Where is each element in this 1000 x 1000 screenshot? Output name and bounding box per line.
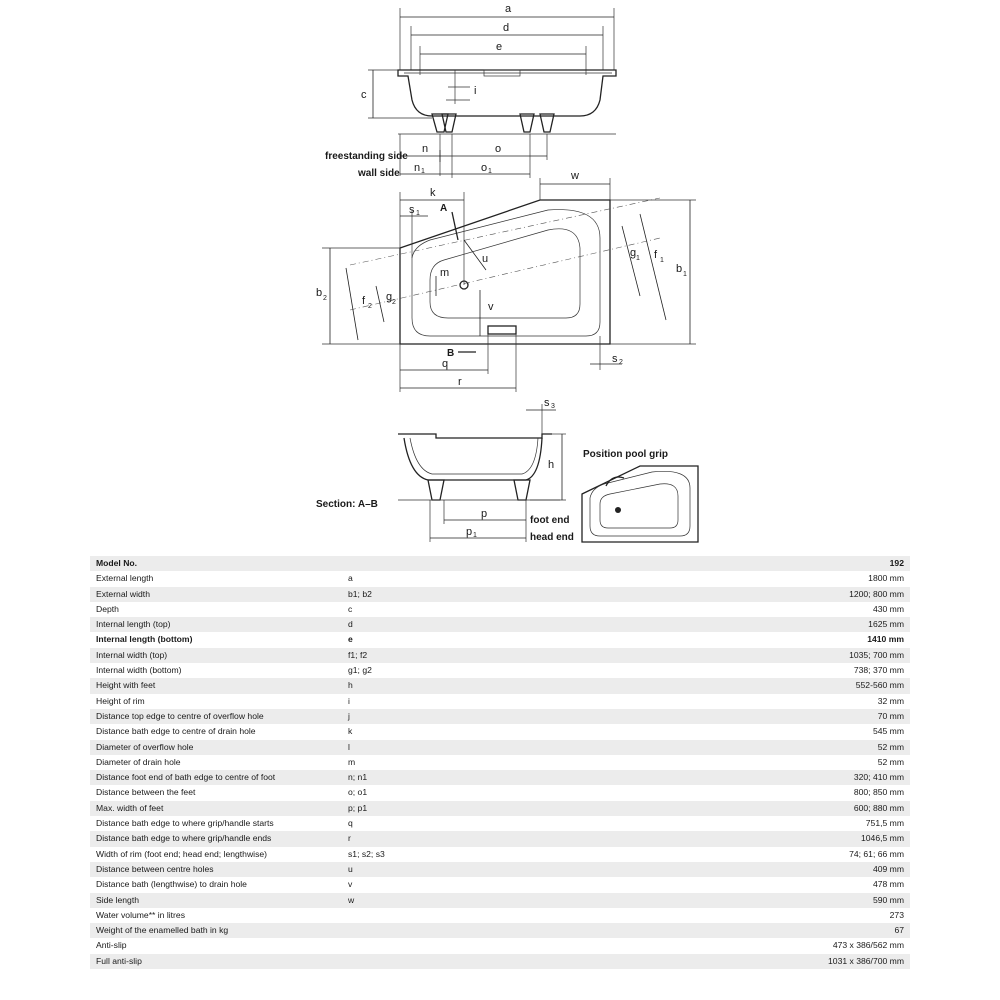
row-code	[342, 954, 654, 969]
row-label: Distance between the feet	[90, 785, 342, 800]
svg-text:1: 1	[473, 532, 477, 539]
table-row	[90, 831, 910, 846]
row-value: 1410 mm	[654, 632, 910, 647]
table-row	[90, 602, 910, 617]
row-code	[342, 556, 654, 571]
row-label: Internal width (bottom)	[90, 663, 342, 678]
row-value: 1200; 800 mm	[654, 587, 910, 602]
row-code: q	[342, 816, 654, 831]
row-label: Side length	[90, 893, 342, 908]
label-s1: s	[409, 204, 415, 216]
table-row	[90, 785, 910, 800]
row-value: 473 x 386/562 mm	[654, 938, 910, 953]
table-row	[90, 954, 910, 969]
row-label: Depth	[90, 602, 342, 617]
table-row	[90, 877, 910, 892]
label-q: q	[442, 358, 449, 370]
pool-grip-diagram	[582, 449, 698, 542]
svg-text:2: 2	[392, 299, 396, 306]
row-label: Distance top edge to centre of overflow hole	[90, 709, 342, 724]
spec-table	[90, 556, 910, 969]
row-code	[342, 923, 654, 938]
label-o: o	[495, 143, 502, 155]
row-value: 738; 370 mm	[654, 663, 910, 678]
row-code	[342, 908, 654, 923]
row-value: 478 mm	[654, 877, 910, 892]
label-c: c	[361, 89, 367, 101]
row-code: s1; s2; s3	[342, 847, 654, 862]
row-label: Width of rim (foot end; head end; lengthwise)	[90, 847, 342, 862]
svg-text:3: 3	[551, 403, 555, 410]
row-label: Height of rim	[90, 694, 342, 709]
label-m: m	[440, 267, 450, 279]
table-row	[90, 648, 910, 663]
row-code: o; o1	[342, 785, 654, 800]
row-value: 192	[654, 556, 910, 571]
row-value: 430 mm	[654, 602, 910, 617]
row-value: 32 mm	[654, 694, 910, 709]
label-b1: b	[676, 263, 683, 275]
row-code: f1; f2	[342, 648, 654, 663]
pool-grip-caption: Position pool grip	[583, 449, 668, 460]
label-u: u	[482, 253, 489, 265]
svg-text:2: 2	[368, 303, 372, 310]
row-label: Max. width of feet	[90, 801, 342, 816]
svg-text:1: 1	[488, 168, 492, 175]
table-row	[90, 938, 910, 953]
label-n1: n	[414, 162, 421, 174]
row-label: Weight of the enamelled bath in kg	[90, 923, 342, 938]
row-value: 800; 850 mm	[654, 785, 910, 800]
row-code: c	[342, 602, 654, 617]
row-code: k	[342, 724, 654, 739]
table-row	[90, 923, 910, 938]
row-value: 67	[654, 923, 910, 938]
row-code: n; n1	[342, 770, 654, 785]
row-code: d	[342, 617, 654, 632]
row-label: Height with feet	[90, 678, 342, 693]
table-row	[90, 816, 910, 831]
table-row	[90, 632, 910, 647]
row-label: External length	[90, 571, 342, 586]
row-label: Internal length (bottom)	[90, 632, 342, 647]
row-code: l	[342, 740, 654, 755]
row-value: 552-560 mm	[654, 678, 910, 693]
row-value: 1031 x 386/700 mm	[654, 954, 910, 969]
label-d: d	[503, 22, 510, 34]
table-row	[90, 770, 910, 785]
row-code: v	[342, 877, 654, 892]
svg-text:2: 2	[619, 359, 623, 366]
row-value: 1800 mm	[654, 571, 910, 586]
row-label: Distance bath edge to centre of drain hole	[90, 724, 342, 739]
label-b2: b	[316, 287, 323, 299]
svg-text:1: 1	[636, 255, 640, 262]
label-h: h	[548, 459, 555, 471]
svg-text:1: 1	[660, 257, 664, 264]
row-label: Diameter of overflow hole	[90, 740, 342, 755]
table-row	[90, 663, 910, 678]
label-i: i	[474, 85, 477, 97]
label-r: r	[458, 376, 462, 388]
row-code: g1; g2	[342, 663, 654, 678]
row-label: Internal length (top)	[90, 617, 342, 632]
row-label: External width	[90, 587, 342, 602]
row-label: Full anti-slip	[90, 954, 342, 969]
table-row	[90, 801, 910, 816]
label-f2: f	[362, 295, 366, 307]
row-code: w	[342, 893, 654, 908]
row-value: 70 mm	[654, 709, 910, 724]
label-f1: f	[654, 249, 658, 261]
table-header-row	[90, 556, 910, 571]
table-row	[90, 893, 910, 908]
row-value: 320; 410 mm	[654, 770, 910, 785]
label-e: e	[496, 41, 503, 53]
table-row	[90, 740, 910, 755]
svg-text:2: 2	[323, 295, 327, 302]
label-v: v	[488, 301, 494, 313]
row-label: Distance between centre holes	[90, 862, 342, 877]
row-label: Distance bath edge to where grip/handle starts	[90, 816, 342, 831]
label-p1: p	[466, 526, 473, 538]
row-label: Model No.	[90, 556, 342, 571]
label-k: k	[430, 187, 436, 199]
row-code: e	[342, 632, 654, 647]
row-code: j	[342, 709, 654, 724]
row-code: r	[342, 831, 654, 846]
row-value: 1625 mm	[654, 617, 910, 632]
table-row	[90, 678, 910, 693]
table-row	[90, 862, 910, 877]
label-s3: s	[544, 397, 550, 409]
row-label: Water volume** in litres	[90, 908, 342, 923]
label-B: B	[447, 348, 455, 359]
svg-text:1: 1	[416, 210, 420, 217]
label-n: n	[422, 143, 429, 155]
label-w: w	[571, 170, 579, 182]
label-s2: s	[612, 353, 618, 365]
row-code: u	[342, 862, 654, 877]
row-label: Distance bath (lengthwise) to drain hole	[90, 877, 342, 892]
row-code: p; p1	[342, 801, 654, 816]
side-elevation	[325, 3, 616, 179]
table-row	[90, 908, 910, 923]
label-o1: o	[481, 162, 488, 174]
row-label: Distance bath edge to where grip/handle ends	[90, 831, 342, 846]
row-label: Anti-slip	[90, 938, 342, 953]
row-value: 52 mm	[654, 755, 910, 770]
table-row	[90, 694, 910, 709]
table-row	[90, 617, 910, 632]
row-code: a	[342, 571, 654, 586]
wall-side-caption: wall side	[358, 168, 400, 179]
section-caption: Section: A–B	[316, 499, 378, 510]
row-value: 409 mm	[654, 862, 910, 877]
row-value: 590 mm	[654, 893, 910, 908]
row-value: 273	[654, 908, 910, 923]
row-label: Internal width (top)	[90, 648, 342, 663]
table-row	[90, 709, 910, 724]
row-value: 751,5 mm	[654, 816, 910, 831]
row-code: b1; b2	[342, 587, 654, 602]
label-g2: g	[386, 291, 393, 303]
table-row	[90, 847, 910, 862]
row-code	[342, 938, 654, 953]
row-value: 1046,5 mm	[654, 831, 910, 846]
table-row	[90, 571, 910, 586]
foot-end-caption: foot end	[530, 515, 570, 526]
label-A: A	[440, 203, 448, 214]
table-row	[90, 724, 910, 739]
plan-view	[316, 170, 696, 392]
svg-text:1: 1	[421, 168, 425, 175]
row-code: i	[342, 694, 654, 709]
row-value: 600; 880 mm	[654, 801, 910, 816]
label-g1: g	[630, 247, 637, 259]
row-label: Diameter of drain hole	[90, 755, 342, 770]
row-label: Distance foot end of bath edge to centre of foot	[90, 770, 342, 785]
row-value: 52 mm	[654, 740, 910, 755]
row-value: 1035; 700 mm	[654, 648, 910, 663]
row-value: 74; 61; 66 mm	[654, 847, 910, 862]
label-a: a	[505, 3, 512, 15]
row-code: h	[342, 678, 654, 693]
section-view	[316, 397, 574, 543]
freestanding-side-caption: freestanding side	[325, 151, 408, 162]
row-value: 545 mm	[654, 724, 910, 739]
head-end-caption: head end	[530, 532, 574, 543]
row-code: m	[342, 755, 654, 770]
table-row	[90, 755, 910, 770]
table-row	[90, 587, 910, 602]
label-p: p	[481, 508, 488, 520]
svg-text:1: 1	[683, 271, 687, 278]
